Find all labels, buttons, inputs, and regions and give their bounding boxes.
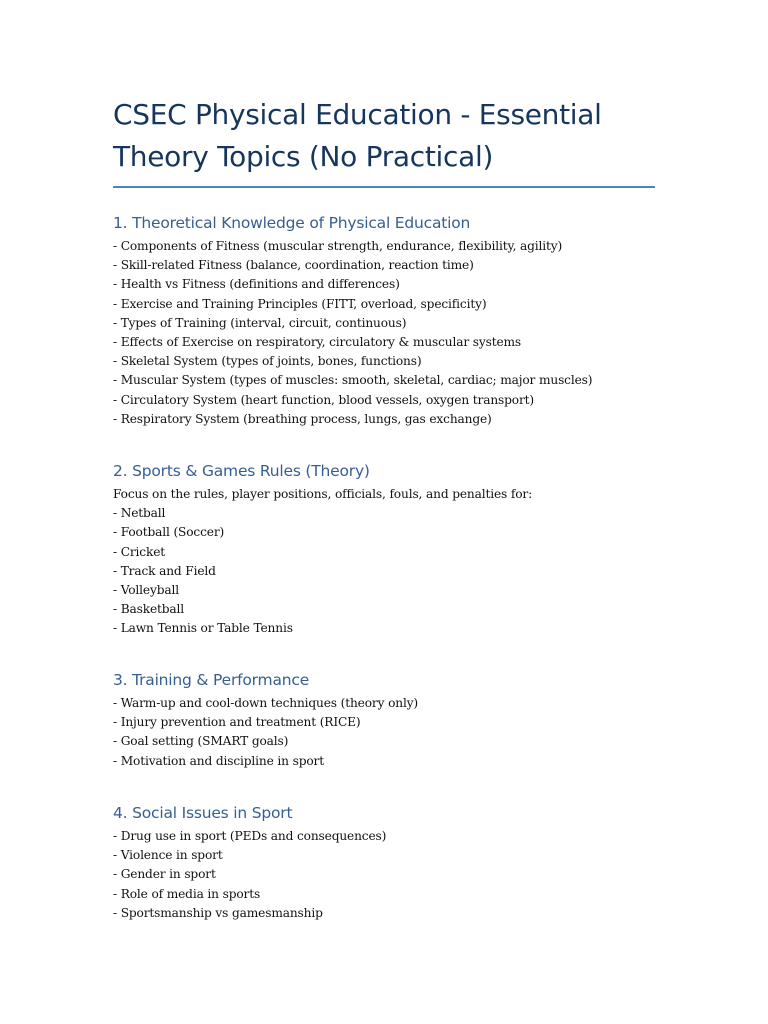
section-social-issues [113, 803, 386, 923]
list-item: Focus on the rules, player positions, officials, fouls, and penalties for: [113, 487, 533, 501]
list-item: - Motivation and discipline in sport [113, 753, 324, 768]
list-item: - Respiratory System (breathing process, lungs, gas exchange) [113, 411, 492, 426]
list-item: - Cricket [113, 544, 166, 559]
list-item: - Basketball [113, 602, 185, 617]
title-underline [113, 186, 655, 188]
list-item: - Skill-related Fitness (balance, coordination, reaction time) [113, 258, 474, 273]
list-item: - Lawn Tennis or Table Tennis [113, 621, 293, 636]
list-item: - Exercise and Training Principles (FITT, overload, specificity) [113, 296, 487, 311]
section-lines [113, 485, 532, 639]
list-item: - Role of media in sports [113, 886, 261, 901]
document-page [113, 94, 655, 920]
list-item: - Football (Soccer) [113, 525, 225, 540]
list-item: - Track and Field [113, 563, 216, 578]
section-sports-games-rules [113, 461, 532, 639]
section-heading: 4. Social Issues in Sport [113, 804, 293, 822]
section-lines [113, 694, 418, 771]
list-item: - Health vs Fitness (definitions and differences) [113, 277, 400, 292]
list-item: - Warm-up and cool-down techniques (theory only) [113, 696, 419, 710]
list-item: - Effects of Exercise on respiratory, circulatory & muscular systems [113, 335, 522, 350]
list-item: - Volleyball [113, 583, 179, 598]
list-item: - Goal setting (SMART goals) [113, 734, 289, 749]
list-item: - Sportsmanship vs gamesmanship [113, 905, 323, 920]
list-item: - Violence in sport [113, 848, 223, 863]
section-lines [113, 827, 386, 923]
list-item: - Skeletal System (types of joints, bones, functions) [113, 354, 422, 369]
list-item: - Circulatory System (heart function, blood vessels, oxygen transport) [113, 392, 534, 407]
section-heading: 2. Sports & Games Rules (Theory) [113, 462, 370, 480]
list-item: - Injury prevention and treatment (RICE) [113, 715, 361, 730]
list-item: - Types of Training (interval, circuit, continuous) [113, 315, 407, 330]
list-item: - Drug use in sport (PEDs and consequences) [113, 829, 387, 843]
list-item: - Netball [113, 506, 166, 521]
document-title: CSEC Physical Education - Essential Theory Topics (No Practical) [113, 98, 602, 173]
list-item: - Gender in sport [113, 867, 216, 882]
section-heading: 1. Theoretical Knowledge of Physical Education [113, 214, 471, 232]
list-item: - Components of Fitness (muscular strength, endurance, flexibility, agility) [113, 239, 563, 253]
section-theoretical-knowledge [113, 213, 592, 429]
list-item: - Muscular System (types of muscles: smooth, skeletal, cardiac; major muscles) [113, 373, 593, 388]
section-training-performance [113, 670, 418, 771]
section-lines [113, 237, 592, 429]
section-heading: 3. Training & Performance [113, 671, 310, 689]
